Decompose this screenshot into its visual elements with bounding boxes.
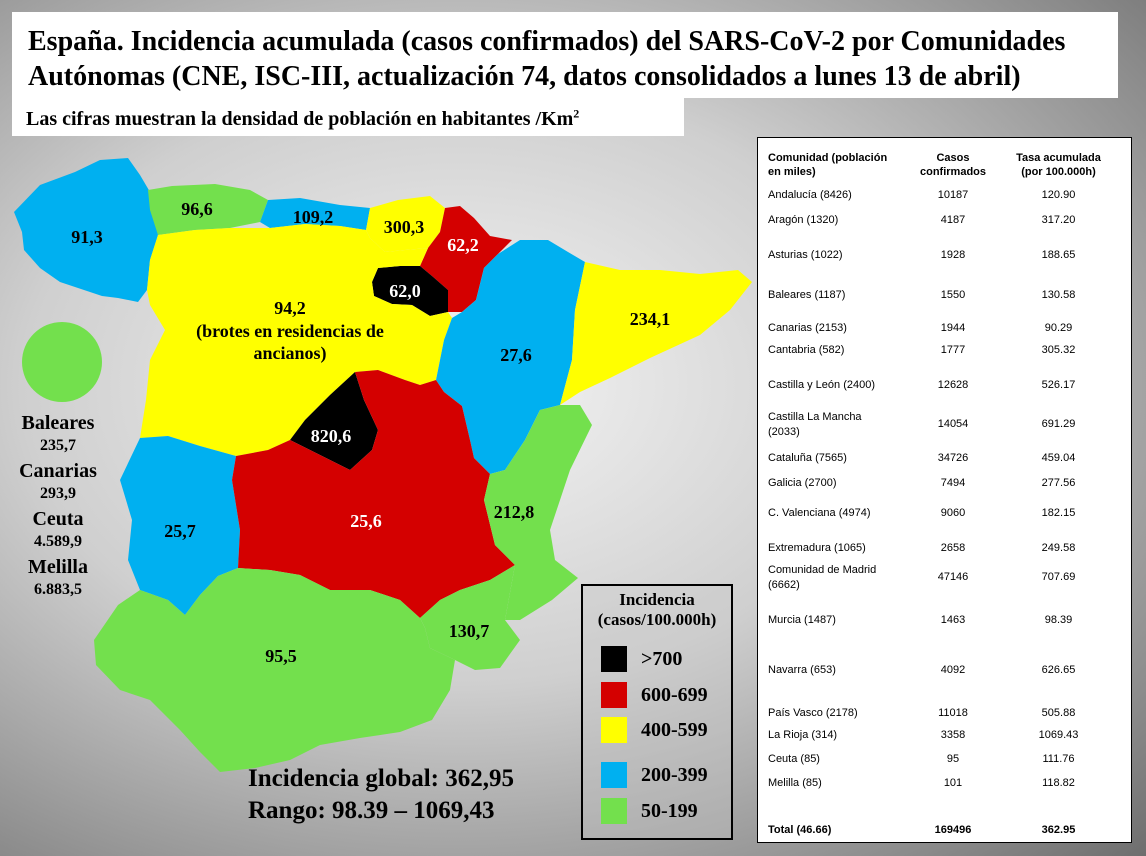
data-table (757, 137, 1132, 843)
table-cell-rate: 707.69 (1041, 571, 1076, 583)
legend-swatch (601, 682, 627, 708)
legend-title-2: (casos/100.000h) (597, 610, 717, 629)
label-castilla-leon-value: 94,2 (274, 298, 306, 318)
table-header-rate (1006, 151, 1111, 179)
legend-item (601, 760, 708, 790)
legend-item (601, 644, 682, 674)
table-cell-community-cont: (2033) (768, 426, 800, 438)
label-cantabria: 109,2 (292, 207, 334, 227)
table-cell-rate: 120.90 (1041, 189, 1076, 201)
baleares-name: Baleares (21, 412, 95, 434)
table-cell-community: Murcia (1487) (768, 614, 836, 626)
table-header-community (768, 151, 913, 179)
table-cell-rate: 317.20 (1041, 214, 1076, 226)
side-densities (8, 410, 108, 602)
table-cell-cases: 1777 (940, 344, 966, 356)
global-range: Rango: 98.39 – 1069,43 (248, 797, 495, 824)
table-cell-cases: 4187 (940, 214, 966, 226)
label-madrid: 820,6 (310, 426, 352, 446)
table-cell-cases: 11018 (938, 707, 968, 719)
legend-label: >700 (641, 647, 683, 670)
table-cell-cases: 1928 (940, 249, 966, 261)
canarias-name: Canarias (19, 460, 97, 482)
table-cell-rate: 459.04 (1041, 452, 1076, 464)
table-cell-cases: 2658 (940, 542, 966, 554)
table-cell-cases: 95 (946, 753, 960, 765)
subtitle-box (12, 98, 684, 136)
table-cell-cases: 4092 (940, 664, 966, 676)
table-cell-cases: 34726 (937, 452, 969, 464)
table-cell-rate: 98.39 (1044, 614, 1073, 626)
table-cell-rate: 130.58 (1041, 289, 1076, 301)
table-cell-community: Galicia (2700) (768, 477, 837, 489)
table-cell-community: Baleares (1187) (768, 289, 846, 301)
table-cell-rate: 277.56 (1041, 477, 1076, 489)
table-cell-community: Navarra (653) (768, 664, 836, 676)
legend-swatch (601, 762, 627, 788)
table-cell-cases: 101 (943, 777, 963, 789)
title-line-1: España. Incidencia acumulada (casos confirmados) del SARS-CoV-2 por Comunidades (28, 26, 1066, 57)
table-cell-cases: 10187 (937, 189, 969, 201)
legend-item (601, 796, 698, 826)
table-cell-community: Cataluña (7565) (768, 452, 847, 464)
region-cataluna (560, 262, 752, 405)
table-cell-cases: 1463 (940, 614, 966, 626)
table-cell-rate: 1069.43 (1038, 729, 1079, 741)
legend-label: 200-399 (641, 763, 708, 786)
label-pais-vasco: 300,3 (383, 217, 425, 237)
header-line: confirmados (919, 166, 986, 178)
table-cell-rate: 526.17 (1041, 379, 1076, 391)
label-murcia: 130,7 (448, 621, 490, 641)
table-cell-community: La Rioja (314) (768, 729, 838, 741)
table-cell-cases: 169496 (934, 824, 972, 836)
subtitle (26, 108, 579, 130)
label-castilla-leon-note-2: ancianos) (253, 343, 327, 363)
table-cell-rate: 691.29 (1041, 418, 1076, 430)
table-cell-community: Andalucía (8426) (768, 189, 852, 201)
global-stats (248, 763, 514, 827)
title-box (12, 12, 1118, 98)
ceuta-value: 4.589,9 (34, 533, 82, 550)
legend-label: 400-599 (641, 718, 708, 741)
table-cell-community: Asturias (1022) (768, 249, 843, 261)
table-cell-community-cont: (6662) (768, 579, 800, 591)
table-header-cases (908, 151, 998, 179)
melilla-value: 6.883,5 (34, 581, 82, 598)
table-cell-community: Castilla y León (2400) (768, 379, 876, 391)
header-line: en miles) (768, 166, 816, 178)
table-cell-cases: 12628 (937, 379, 969, 391)
table-cell-rate: 111.76 (1042, 753, 1075, 765)
baleares-value: 235,7 (40, 437, 76, 454)
table-cell-community: Castilla La Mancha (768, 411, 862, 423)
table-cell-rate: 182.15 (1041, 507, 1076, 519)
global-incidence: Incidencia global: 362,95 (248, 765, 514, 792)
table-cell-community: País Vasco (2178) (768, 707, 858, 719)
label-asturias: 96,6 (181, 199, 213, 219)
label-andalucia: 95,5 (265, 646, 297, 666)
label-aragon: 27,6 (500, 345, 532, 365)
header-line: Casos (936, 152, 970, 164)
table-cell-rate: 249.58 (1041, 542, 1076, 554)
header-line: (por 100.000h) (1021, 166, 1096, 178)
table-cell-rate: 505.88 (1041, 707, 1076, 719)
table-cell-cases: 7494 (940, 477, 966, 489)
table-cell-rate: 626.65 (1041, 664, 1076, 676)
legend-item (601, 715, 708, 745)
legend-swatch (601, 798, 627, 824)
title-line-2: Autónomas (CNE, ISC-III, actualización 74, datos consolidados a lunes 13 de abril) (28, 61, 1021, 92)
ceuta-name: Ceuta (32, 508, 84, 530)
label-castilla-leon-note-1: (brotes en residencias de (196, 321, 384, 341)
table-cell-rate: 90.29 (1044, 322, 1073, 334)
label-valenciana: 212,8 (493, 502, 535, 522)
subtitle-superscript: 2 (573, 106, 580, 120)
label-la-rioja: 62,0 (389, 281, 421, 301)
legend-swatch (601, 717, 627, 743)
header-line: Tasa acumulada (1016, 152, 1101, 164)
region-baleares-circle (22, 322, 102, 402)
label-cataluna: 234,1 (629, 309, 671, 329)
canarias-value: 293,9 (40, 485, 76, 502)
table-cell-cases: 47146 (937, 571, 969, 583)
label-galicia: 91,3 (71, 227, 103, 247)
legend-title-1: Incidencia (619, 590, 695, 609)
legend-item (601, 680, 708, 710)
table-cell-rate: 362.95 (1041, 824, 1076, 836)
table-cell-cases: 3358 (940, 729, 966, 741)
table-cell-cases: 1944 (940, 322, 966, 334)
subtitle-text: Las cifras muestran la densidad de población en habitantes /Km (26, 107, 574, 130)
header-line: Comunidad (población (768, 152, 888, 164)
table-cell-cases: 1550 (940, 289, 966, 301)
legend-swatch (601, 646, 627, 672)
table-cell-cases: 9060 (940, 507, 966, 519)
table-cell-cases: 14054 (937, 418, 969, 430)
table-cell-rate: 188.65 (1041, 249, 1076, 261)
label-navarra: 62,2 (447, 235, 479, 255)
table-cell-community: Comunidad de Madrid (768, 564, 877, 576)
melilla-name: Melilla (28, 556, 88, 578)
table-cell-community: Total (46.66) (768, 824, 832, 836)
table-cell-community: C. Valenciana (4974) (768, 507, 871, 519)
legend-label: 600-699 (641, 683, 708, 706)
label-extremadura: 25,7 (164, 521, 196, 541)
table-cell-community: Canarias (2153) (768, 322, 847, 334)
table-cell-community: Melilla (85) (768, 777, 822, 789)
table-cell-community: Aragón (1320) (768, 214, 839, 226)
label-castilla-la-mancha: 25,6 (350, 511, 382, 531)
table-cell-community: Cantabria (582) (768, 344, 845, 356)
legend (581, 584, 733, 840)
table-cell-rate: 118.82 (1042, 777, 1075, 789)
legend-label: 50-199 (641, 799, 698, 822)
table-cell-rate: 305.32 (1041, 344, 1076, 356)
table-cell-community: Ceuta (85) (768, 753, 820, 765)
table-cell-community: Extremadura (1065) (768, 542, 866, 554)
